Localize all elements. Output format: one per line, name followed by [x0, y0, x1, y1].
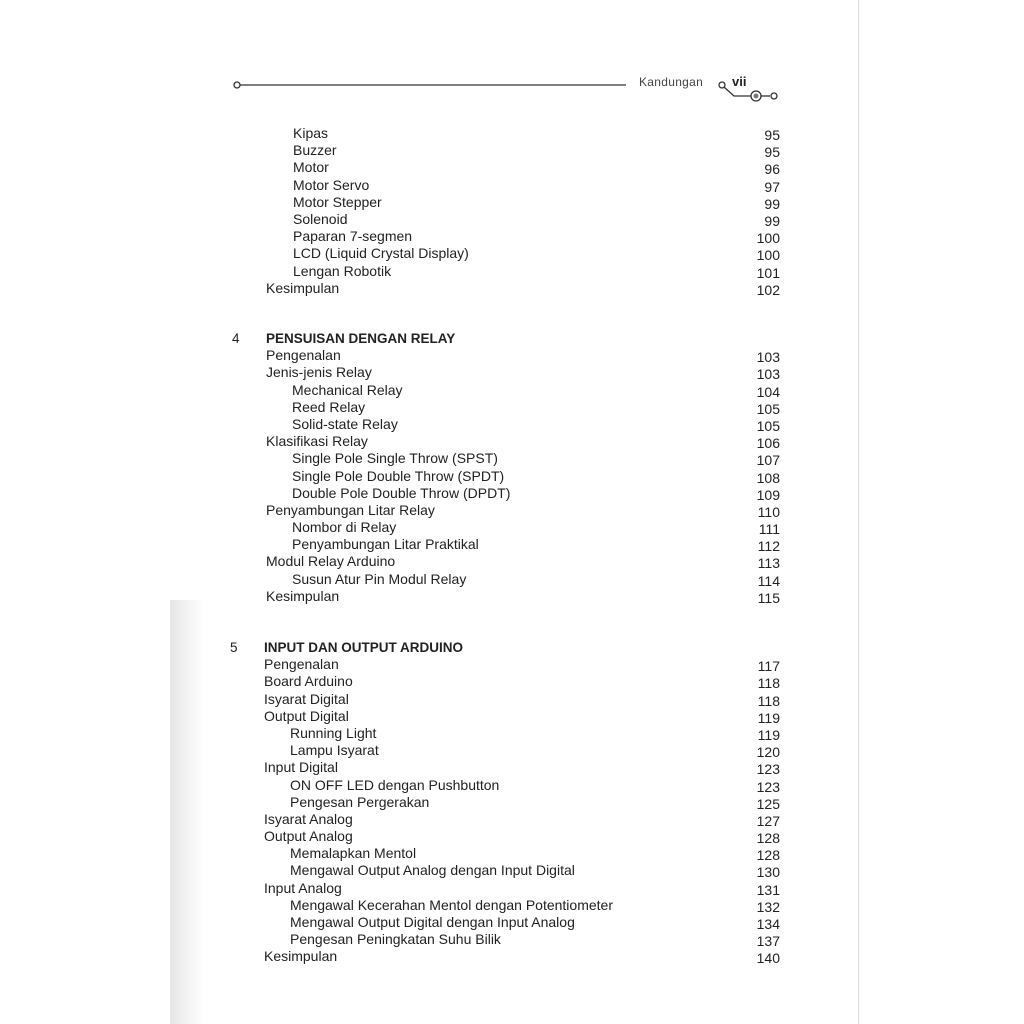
toc-entry[interactable]	[0, 777, 1024, 794]
toc-entry[interactable]	[0, 502, 1024, 519]
toc-entry-page: 120	[756, 744, 780, 761]
toc-entry[interactable]	[0, 382, 1024, 399]
toc-entry[interactable]	[0, 194, 1024, 211]
toc-entry-page: 106	[756, 435, 780, 452]
toc-entry[interactable]	[0, 245, 1024, 262]
toc-entry-label: Board Arduino	[264, 673, 353, 690]
toc-entry-label: Input Digital	[264, 759, 338, 776]
chapter-heading[interactable]	[0, 330, 1024, 347]
toc-entry-label: Kesimpulan	[266, 587, 340, 604]
toc-entry-page: 97	[764, 178, 780, 195]
running-header-title: Kandungan	[639, 75, 704, 89]
toc-entry-page: 131	[756, 881, 780, 898]
toc-entry-label: Mechanical Relay	[292, 381, 403, 398]
toc-entry[interactable]	[0, 280, 1024, 297]
toc-entry[interactable]	[0, 399, 1024, 416]
toc-entry-page: 113	[757, 555, 780, 572]
toc-entry-label: Pengenalan	[264, 656, 339, 673]
toc-chapter-block	[0, 330, 1024, 605]
toc-entry-page: 112	[757, 538, 780, 555]
header-circuit-line	[0, 0, 1024, 110]
toc-entry-label: Pengesan Pergerakan	[290, 793, 430, 810]
toc-entry[interactable]	[0, 691, 1024, 708]
toc-entry-page: 100	[756, 230, 780, 247]
toc-entry[interactable]	[0, 656, 1024, 673]
toc-entry-page: 119	[757, 726, 780, 743]
toc-entry[interactable]	[0, 347, 1024, 364]
toc-entry-label: Kesimpulan	[266, 279, 340, 296]
toc-entry-label: Input Analog	[264, 879, 342, 896]
toc-entry-page: 118	[757, 675, 780, 692]
chapter-number: 5	[230, 640, 238, 655]
chapter-number: 4	[232, 331, 240, 346]
toc-entry[interactable]	[0, 485, 1024, 502]
toc-entry-page: 104	[756, 383, 780, 400]
toc-entry-page: 105	[756, 400, 780, 417]
toc-chapter-block	[0, 125, 1024, 297]
toc-entry-page: 111	[758, 521, 780, 538]
toc-entry-label: Motor Servo	[293, 176, 370, 193]
toc-entry-page: 105	[756, 417, 780, 434]
toc-entry-page: 95	[764, 144, 780, 161]
toc-chapter-block	[0, 639, 1024, 966]
toc-entry-label: Memalapkan Mentol	[290, 845, 417, 862]
toc-entry-label: Reed Relay	[292, 398, 366, 415]
toc-entry-label: Paparan 7-segmen	[293, 228, 413, 245]
toc-entry-label: Isyarat Digital	[264, 690, 349, 707]
toc-entry-page: 109	[756, 486, 780, 503]
toc-entry-label: Buzzer	[293, 142, 337, 159]
toc-entry[interactable]	[0, 468, 1024, 485]
toc-entry-page: 103	[756, 366, 780, 383]
toc-entry-label: Single Pole Single Throw (SPST)	[292, 450, 498, 467]
toc-entry-label: Pengesan Peningkatan Suhu Bilik	[290, 931, 501, 948]
toc-entry-page: 100	[756, 247, 780, 264]
toc-entry-label: Motor	[293, 159, 329, 176]
toc-entry-label: Modul Relay Arduino	[266, 553, 396, 570]
toc-entry-label: LCD (Liquid Crystal Display)	[293, 245, 469, 262]
toc-entry[interactable]	[0, 433, 1024, 450]
toc-entry-page: 99	[764, 195, 780, 212]
chapter-title: PENSUISAN DENGAN RELAY	[266, 331, 456, 346]
toc-entry[interactable]	[0, 159, 1024, 176]
toc-entry-page: 101	[756, 264, 780, 281]
toc-entry[interactable]	[0, 450, 1024, 467]
toc-entry[interactable]	[0, 228, 1024, 245]
toc-entry-label: Output Digital	[264, 707, 349, 724]
chapter-title: INPUT DAN OUTPUT ARDUINO	[264, 640, 463, 655]
toc-entry[interactable]	[0, 211, 1024, 228]
toc-entry[interactable]	[0, 673, 1024, 690]
toc-entry[interactable]	[0, 948, 1024, 965]
toc-entry[interactable]	[0, 742, 1024, 759]
toc-entry-page: 96	[764, 161, 780, 178]
toc-entry-page: 132	[756, 898, 780, 915]
toc-entry[interactable]	[0, 811, 1024, 828]
toc-entry-page: 108	[756, 469, 780, 486]
toc-entry-label: Klasifikasi Relay	[266, 433, 368, 450]
toc-entry-label: Nombor di Relay	[292, 519, 397, 536]
toc-entry-page: 125	[756, 795, 780, 812]
toc-entry-label: Kipas	[293, 125, 329, 141]
chapter-heading[interactable]	[0, 639, 1024, 656]
toc-entry-label: Jenis-jenis Relay	[266, 364, 372, 381]
toc-entry[interactable]	[0, 177, 1024, 194]
toc-entry-label: Isyarat Analog	[264, 810, 353, 827]
toc-entry-page: 123	[756, 778, 780, 795]
toc-entry-page: 117	[757, 658, 780, 675]
toc-entry-page: 137	[756, 933, 780, 950]
toc-entry[interactable]	[0, 416, 1024, 433]
toc-entry[interactable]	[0, 725, 1024, 742]
toc-entry[interactable]	[0, 536, 1024, 553]
toc-entry[interactable]	[0, 571, 1024, 588]
toc-entry-label: Penyambungan Litar Praktikal	[292, 536, 479, 553]
toc-entry-page: 118	[757, 692, 780, 709]
toc-entry-label: ON OFF LED dengan Pushbutton	[290, 776, 500, 793]
toc-entry[interactable]	[0, 759, 1024, 776]
toc-entry[interactable]	[0, 914, 1024, 931]
toc-entry-page: 140	[756, 950, 780, 967]
page-number: vii	[732, 74, 747, 89]
toc-entry[interactable]	[0, 862, 1024, 879]
toc-entry-page: 130	[756, 864, 780, 881]
toc-entry-label: Single Pole Double Throw (SPDT)	[292, 467, 505, 484]
toc-entry[interactable]	[0, 931, 1024, 948]
toc-entry-label: Output Analog	[264, 828, 353, 845]
toc-entry-label: Solenoid	[293, 210, 348, 227]
toc-entry-page: 107	[756, 452, 780, 469]
toc-entry-page: 103	[756, 349, 780, 366]
toc-entry-label: Double Pole Double Throw (DPDT)	[292, 484, 511, 501]
toc-entry-label: Solid-state Relay	[292, 415, 398, 432]
toc-entry[interactable]	[0, 794, 1024, 811]
toc-entry-label: Mengawal Output Digital dengan Input Analog	[290, 914, 575, 930]
toc-entry[interactable]	[0, 364, 1024, 381]
toc-entry-label: Mengawal Kecerahan Mentol dengan Potentiometer	[290, 896, 613, 913]
toc-entry[interactable]	[0, 880, 1024, 897]
toc-entry-page: 99	[764, 212, 780, 229]
toc-entry[interactable]	[0, 142, 1024, 159]
toc-entry[interactable]	[0, 519, 1024, 536]
toc-entry-label: Kesimpulan	[264, 948, 338, 965]
toc-entry[interactable]	[0, 708, 1024, 725]
toc-entry[interactable]	[0, 828, 1024, 845]
toc-entry-page: 114	[757, 572, 780, 589]
toc-entry-label: Susun Atur Pin Modul Relay	[292, 570, 467, 587]
toc-entry-page: 95	[764, 127, 780, 143]
toc-entry-label: Lengan Robotik	[293, 262, 392, 279]
toc-entry-label: Motor Stepper	[293, 193, 382, 210]
toc-entry[interactable]	[0, 588, 1024, 605]
toc-entry-page: 123	[756, 761, 780, 778]
toc-entry-label: Lampu Isyarat	[290, 742, 379, 759]
toc-entry-label: Mengawal Output Analog dengan Input Digital	[290, 862, 575, 879]
toc-entry-page: 102	[756, 281, 780, 298]
toc-entry-page: 128	[756, 847, 780, 864]
toc-entry-page: 134	[756, 916, 780, 932]
toc-entry-page: 127	[756, 812, 780, 829]
toc-entry-label: Penyambungan Litar Relay	[266, 501, 435, 518]
toc-entry[interactable]	[0, 125, 1024, 142]
toc-entry-page: 110	[757, 503, 780, 520]
toc-entry-page: 128	[756, 830, 780, 847]
toc-entry[interactable]	[0, 897, 1024, 914]
toc-entry[interactable]	[0, 553, 1024, 570]
toc-entry-page: 119	[757, 709, 780, 726]
toc-entry-page: 115	[757, 589, 780, 606]
toc-entry[interactable]	[0, 263, 1024, 280]
toc-entry[interactable]	[0, 845, 1024, 862]
toc-entry-label: Pengenalan	[266, 347, 341, 364]
toc-entry-label: Running Light	[290, 724, 377, 741]
